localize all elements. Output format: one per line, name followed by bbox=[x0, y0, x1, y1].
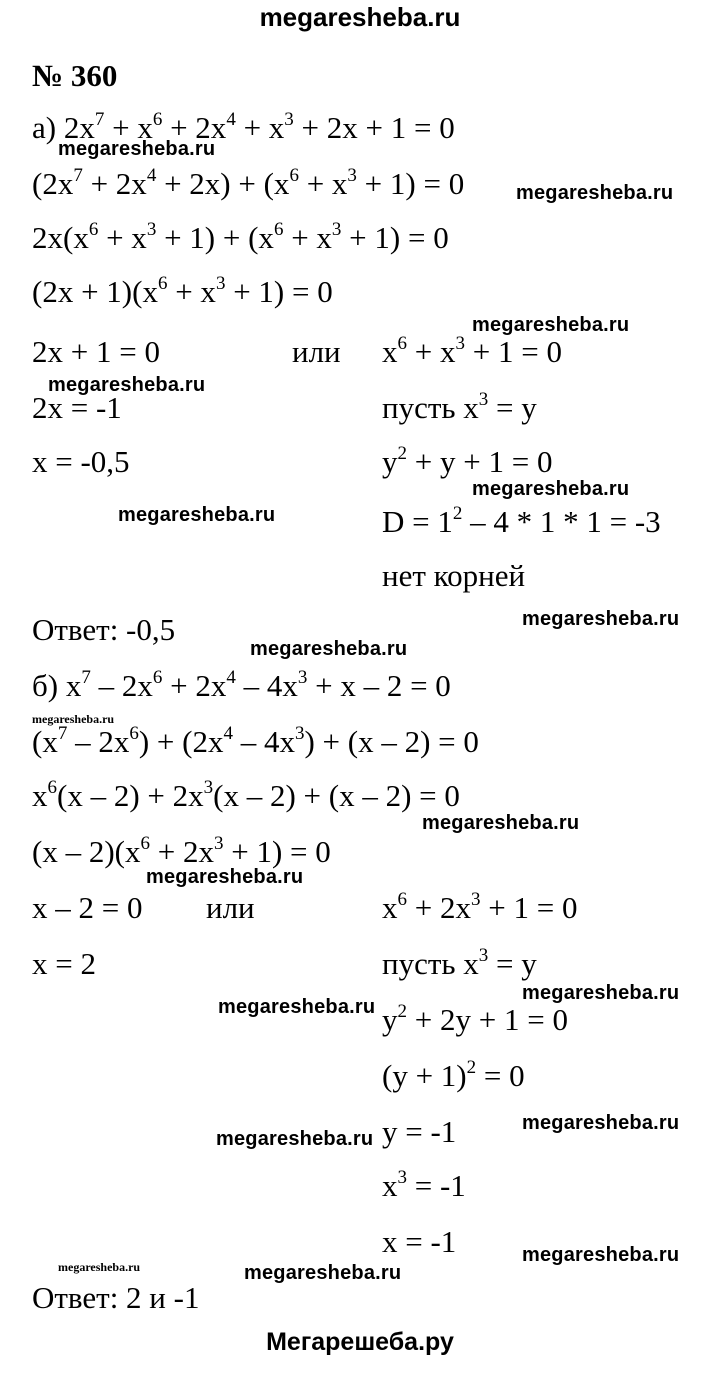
watermark: megaresheba.ru bbox=[522, 982, 680, 1004]
part-b-or: или bbox=[206, 890, 255, 925]
problem-number: № 360 bbox=[32, 58, 118, 93]
watermark: megaresheba.ru bbox=[244, 1262, 402, 1284]
part-b-left-2: x = 2 bbox=[32, 946, 96, 981]
part-b-equation: б) $x^7 - 2x^6 + 2x^4 - 4x^3 + x - 2 = 0$ bbox=[32, 667, 451, 703]
part-a-factored: $(2x + 1)(x^6 + x^3 + 1) = 0$ bbox=[32, 273, 333, 309]
watermark: megaresheba.ru bbox=[48, 374, 206, 396]
watermark: megaresheba.ru bbox=[472, 314, 630, 336]
part-a-left-1: 2x + 1 = 0 bbox=[32, 334, 160, 369]
part-a-right-3: $y^2 + y + 1 = 0$ bbox=[382, 443, 553, 479]
part-b-right-7: x = -1 bbox=[382, 1224, 457, 1259]
watermark-small: megaresheba.ru bbox=[32, 712, 115, 726]
watermark: megaresheba.ru bbox=[422, 812, 580, 834]
part-a-factor-step: $2x(x^6 + x^3 + 1) + (x^6 + x^3 + 1) = 0$ bbox=[32, 219, 449, 255]
watermark: megaresheba.ru bbox=[216, 1128, 374, 1150]
watermark: megaresheba.ru bbox=[522, 1244, 680, 1266]
part-a-equation: а) $2x^7 + x^6 + 2x^4 + x^3 + 2x + 1 = 0$ bbox=[32, 109, 455, 145]
part-b-left-1: x – 2 = 0 bbox=[32, 890, 143, 925]
footer-site[interactable]: Мегарешеба.ру bbox=[266, 1328, 454, 1356]
part-a-grouping: $(2x^7 + 2x^4 + 2x) + (x^6 + x^3 + 1) = 0$ bbox=[32, 165, 465, 201]
watermark: megaresheba.ru bbox=[472, 478, 630, 500]
part-b-right-6: $x^3 = -1$ bbox=[382, 1167, 466, 1203]
part-b-factor-step: $x^6(x - 2) + 2x^3(x - 2) + (x - 2) = 0$ bbox=[32, 777, 460, 813]
watermark: megaresheba.ru bbox=[250, 638, 408, 660]
watermark-small: megaresheba.ru bbox=[58, 1260, 141, 1274]
part-a-right-1: $x^6 + x^3 + 1 = 0$ bbox=[382, 333, 562, 369]
part-b-grouping: $(x^7 - 2x^6) + (2x^4 - 4x^3) + (x - 2) = 0$ bbox=[32, 723, 479, 759]
watermark: megaresheba.ru bbox=[522, 608, 680, 630]
part-a-answer: Ответ: -0,5 bbox=[32, 612, 176, 647]
part-b-right-3: $y^2 + 2y + 1 = 0$ bbox=[382, 1001, 568, 1037]
watermark: megaresheba.ru bbox=[218, 996, 376, 1018]
watermark: megaresheba.ru bbox=[516, 182, 674, 204]
part-a-left-2: 2x = -1 bbox=[32, 390, 122, 425]
part-b-right-2: пусть $x^3 = y$ bbox=[382, 945, 537, 981]
part-a-or: или bbox=[292, 334, 341, 369]
part-b-factored: $(x - 2)(x^6 + 2x^3 + 1) = 0$ bbox=[32, 833, 331, 869]
watermark: megaresheba.ru bbox=[118, 504, 276, 526]
header-site[interactable]: megaresheba.ru bbox=[259, 2, 461, 32]
part-b-answer: Ответ: 2 и -1 bbox=[32, 1280, 200, 1315]
part-b-right-4: $(y + 1)^2 = 0$ bbox=[382, 1057, 525, 1093]
watermark: megaresheba.ru bbox=[58, 138, 216, 160]
part-a-left-3: x = -0,5 bbox=[32, 444, 130, 479]
part-a-discriminant: $D = 1^2 - 4 * 1 * 1 = -3$ bbox=[382, 503, 661, 539]
part-a-right-2: пусть $x^3 = y$ bbox=[382, 389, 537, 425]
watermark: megaresheba.ru bbox=[146, 866, 304, 888]
part-b-right-5: y = -1 bbox=[382, 1114, 457, 1149]
watermark: megaresheba.ru bbox=[522, 1112, 680, 1134]
part-b-right-1: $x^6 + 2x^3 + 1 = 0$ bbox=[382, 889, 578, 925]
part-a-no-roots: нет корней bbox=[382, 558, 526, 593]
